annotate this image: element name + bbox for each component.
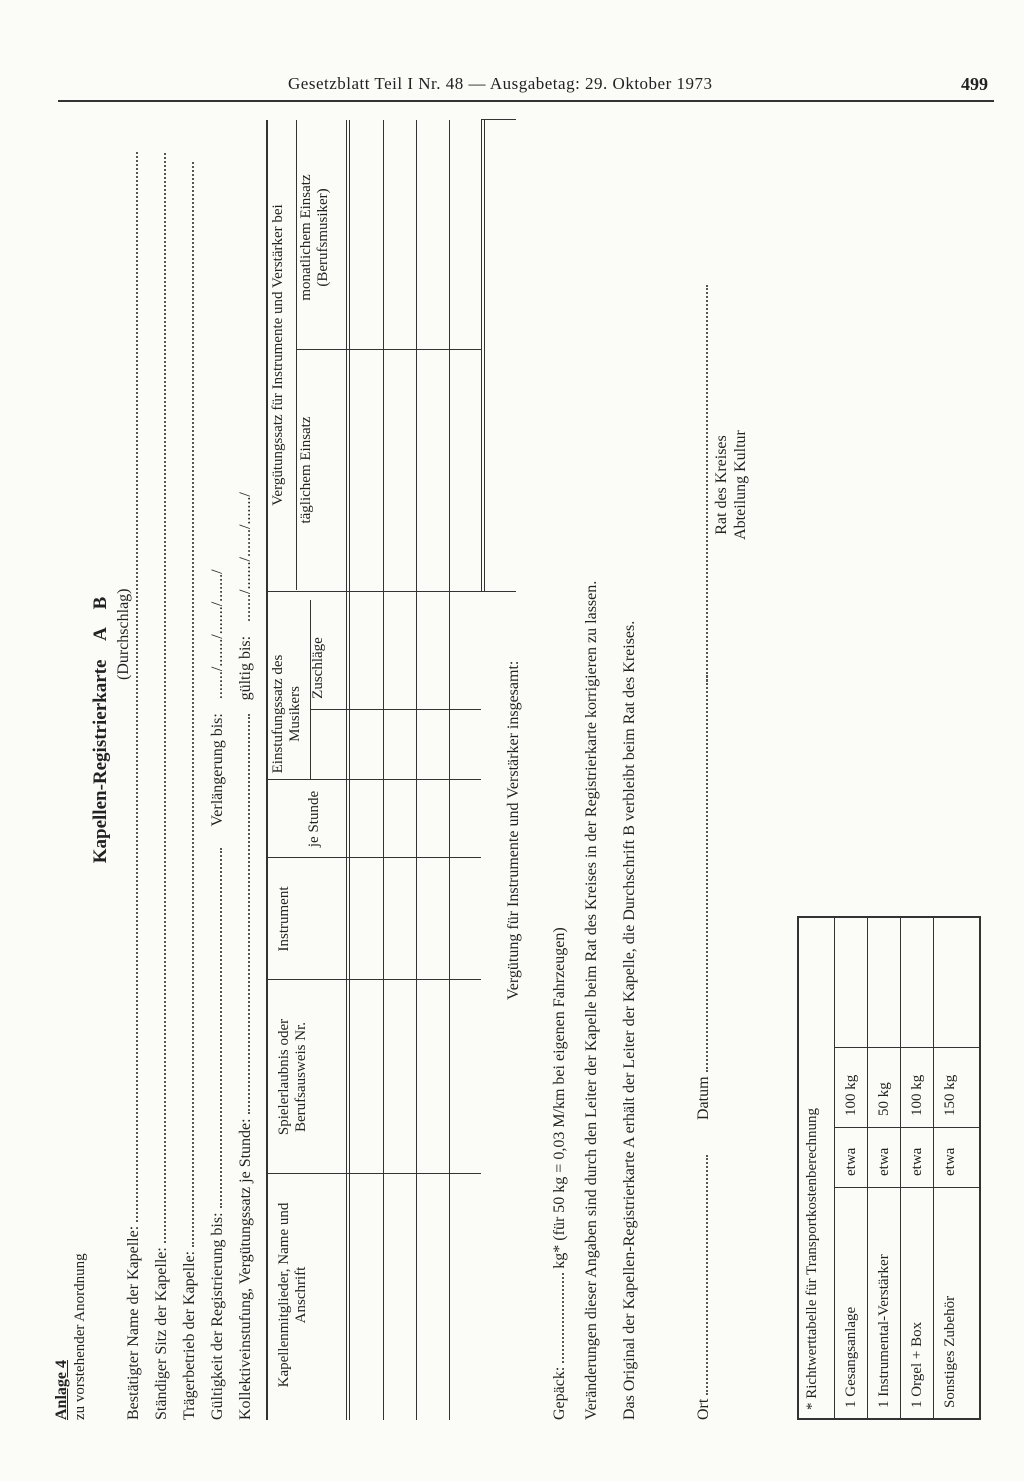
table-row[interactable] [383, 120, 384, 1420]
transport-item: 1 Orgel + Box [909, 1321, 925, 1408]
field-traeger-label: Trägerbetrieb der Kapelle: [181, 1250, 198, 1420]
table-bottom-rule-double [484, 120, 485, 592]
transport-approx: etwa [843, 1147, 859, 1176]
table-row[interactable] [449, 120, 450, 1420]
rat-line1: Rat des Kreises [713, 435, 730, 535]
ort-label: Ort [695, 1398, 712, 1420]
header-rule-double [349, 120, 350, 1420]
gepaeck-label: Gepäck: [551, 1366, 568, 1420]
members-table [266, 120, 491, 1420]
rat-label [712, 285, 750, 685]
transport-row [834, 918, 868, 1418]
field-traeger-dots [180, 162, 194, 1247]
anlage-subtitle: zu vorstehender Anordnung [72, 1253, 89, 1420]
gepaeck-line[interactable] [550, 927, 569, 1420]
rotated-form [52, 110, 987, 1420]
card-letter-a: A [90, 628, 111, 641]
field-gueltig-bis-slashes: ......./......./......./......./ [237, 492, 254, 622]
datum-dots [694, 672, 708, 1072]
transport-approx: etwa [942, 1147, 958, 1176]
transport-title: * Richtwerttabelle für Transportkostenberechnung [804, 1107, 820, 1410]
transport-weight: 100 kg [909, 1074, 925, 1116]
field-verlaengerung-slashes: ......./......./......./......./ [209, 569, 226, 700]
col-sep-7 [296, 349, 481, 350]
card-letter-b: B [90, 596, 111, 610]
page-header [58, 74, 994, 102]
ort-dots [694, 1155, 708, 1395]
rat-line2: Abteilung Kultur [732, 430, 750, 540]
note-original: Das Original der Kapellen-Registrierkarte A erhält der Leiter der Kapelle, die Durchschrift B verbleibt beim Rat des Kreises. [621, 620, 638, 1420]
field-name[interactable] [124, 152, 143, 1420]
card-title [90, 450, 113, 1010]
anlage-label [52, 1253, 89, 1420]
field-gueltigkeit-dots [208, 848, 222, 1208]
transport-weight: 150 kg [942, 1074, 958, 1116]
verguetung-sub-rule [296, 120, 297, 590]
ort-field[interactable] [694, 1155, 713, 1420]
transport-row [867, 918, 901, 1418]
sum-label: Vergütung für Instrumente und Verstärker insgesamt: [505, 660, 522, 1000]
col-monatlich-header: monatlichem Einsatz (Berufsmusiker) [298, 174, 332, 301]
table-bottom-rule [481, 120, 482, 592]
transport-weight: 100 kg [843, 1074, 859, 1116]
col-permit-header: Spielerlaubnis oder Berufsausweis Nr. [276, 1018, 310, 1136]
field-traeger[interactable] [180, 162, 199, 1420]
datum-field[interactable] [694, 672, 713, 1120]
sum-cell-left [481, 591, 516, 592]
transport-approx: etwa [909, 1147, 925, 1176]
transport-weight: 50 kg [876, 1082, 892, 1116]
copy-note: (Durchschlag) [115, 588, 132, 680]
transport-table [797, 916, 981, 1420]
field-kollektiv-dots [236, 714, 250, 1114]
field-gueltigkeit-label: Gültigkeit der Registrierung bis: [209, 1212, 226, 1420]
datum-label: Datum [695, 1076, 712, 1120]
transport-approx: etwa [876, 1147, 892, 1176]
field-sitz-dots [152, 153, 166, 1243]
sum-cell-right [481, 119, 516, 120]
einstufung-sub-rule [310, 600, 311, 780]
transport-item: 1 Instrumental-Verstärker [876, 1254, 892, 1408]
field-verlaengerung-label: Verlängerung bis: [209, 713, 226, 827]
col-einstufung-header: Einstufungssatz des Musikers [270, 654, 304, 774]
card-title-text: Kapellen-Registrierkarte [90, 659, 111, 864]
rat-signature-line[interactable] [694, 285, 713, 685]
col-zuschlaege-header: Zuschläge [310, 637, 326, 699]
col-verguetung-header: Vergütungssatz für Instrumente und Verstärker bei [270, 204, 286, 506]
header-rule [346, 120, 347, 1420]
field-gueltigkeit[interactable] [208, 569, 227, 1420]
anlage-title: Anlage 4 [53, 1360, 70, 1420]
table-row[interactable] [416, 120, 417, 1420]
col-sep-5 [310, 709, 481, 710]
note-changes: Veränderungen dieser Angaben sind durch den Leiter der Kapelle beim Rat des Kreises in der Registrierkarte korrigieren zu lassen. [583, 580, 600, 1420]
rat-signature-dots [694, 285, 708, 685]
transport-row [933, 918, 967, 1418]
page-number: 499 [961, 74, 988, 94]
field-name-label: Bestätigter Name der Kapelle: [125, 1225, 142, 1420]
table-top-rule [266, 120, 268, 1420]
transport-item: Sonstiges Zubehör [942, 1295, 958, 1408]
gepaeck-dots [550, 1273, 564, 1363]
header-title: Gesetzblatt Teil I Nr. 48 — Ausgabetag: 29. Oktober 1973 [288, 74, 713, 93]
field-name-dots [124, 152, 138, 1222]
transport-row [900, 918, 934, 1418]
col-instrument-header: Instrument [276, 886, 292, 952]
col-taeglich-header: täglichem Einsatz [298, 416, 314, 524]
col-members-header: Kapellenmitglieder, Name und Anschrift [276, 1202, 310, 1388]
field-kollektiv[interactable] [236, 492, 255, 1420]
gepaeck-note: kg* (für 50 kg = 0,03 M/km bei eigenen Fahrzeugen) [551, 927, 568, 1269]
transport-item: 1 Gesangsanlage [843, 1306, 859, 1408]
col-je-stunde-header: je Stunde [306, 790, 322, 848]
field-sitz[interactable] [152, 153, 171, 1420]
field-sitz-label: Ständiger Sitz der Kapelle: [153, 1247, 170, 1420]
field-kollektiv-label: Kollektiveinstufung, Vergütungssatz je Stunde: [237, 1118, 254, 1420]
field-gueltig-bis-label: gültig bis: [237, 635, 254, 701]
